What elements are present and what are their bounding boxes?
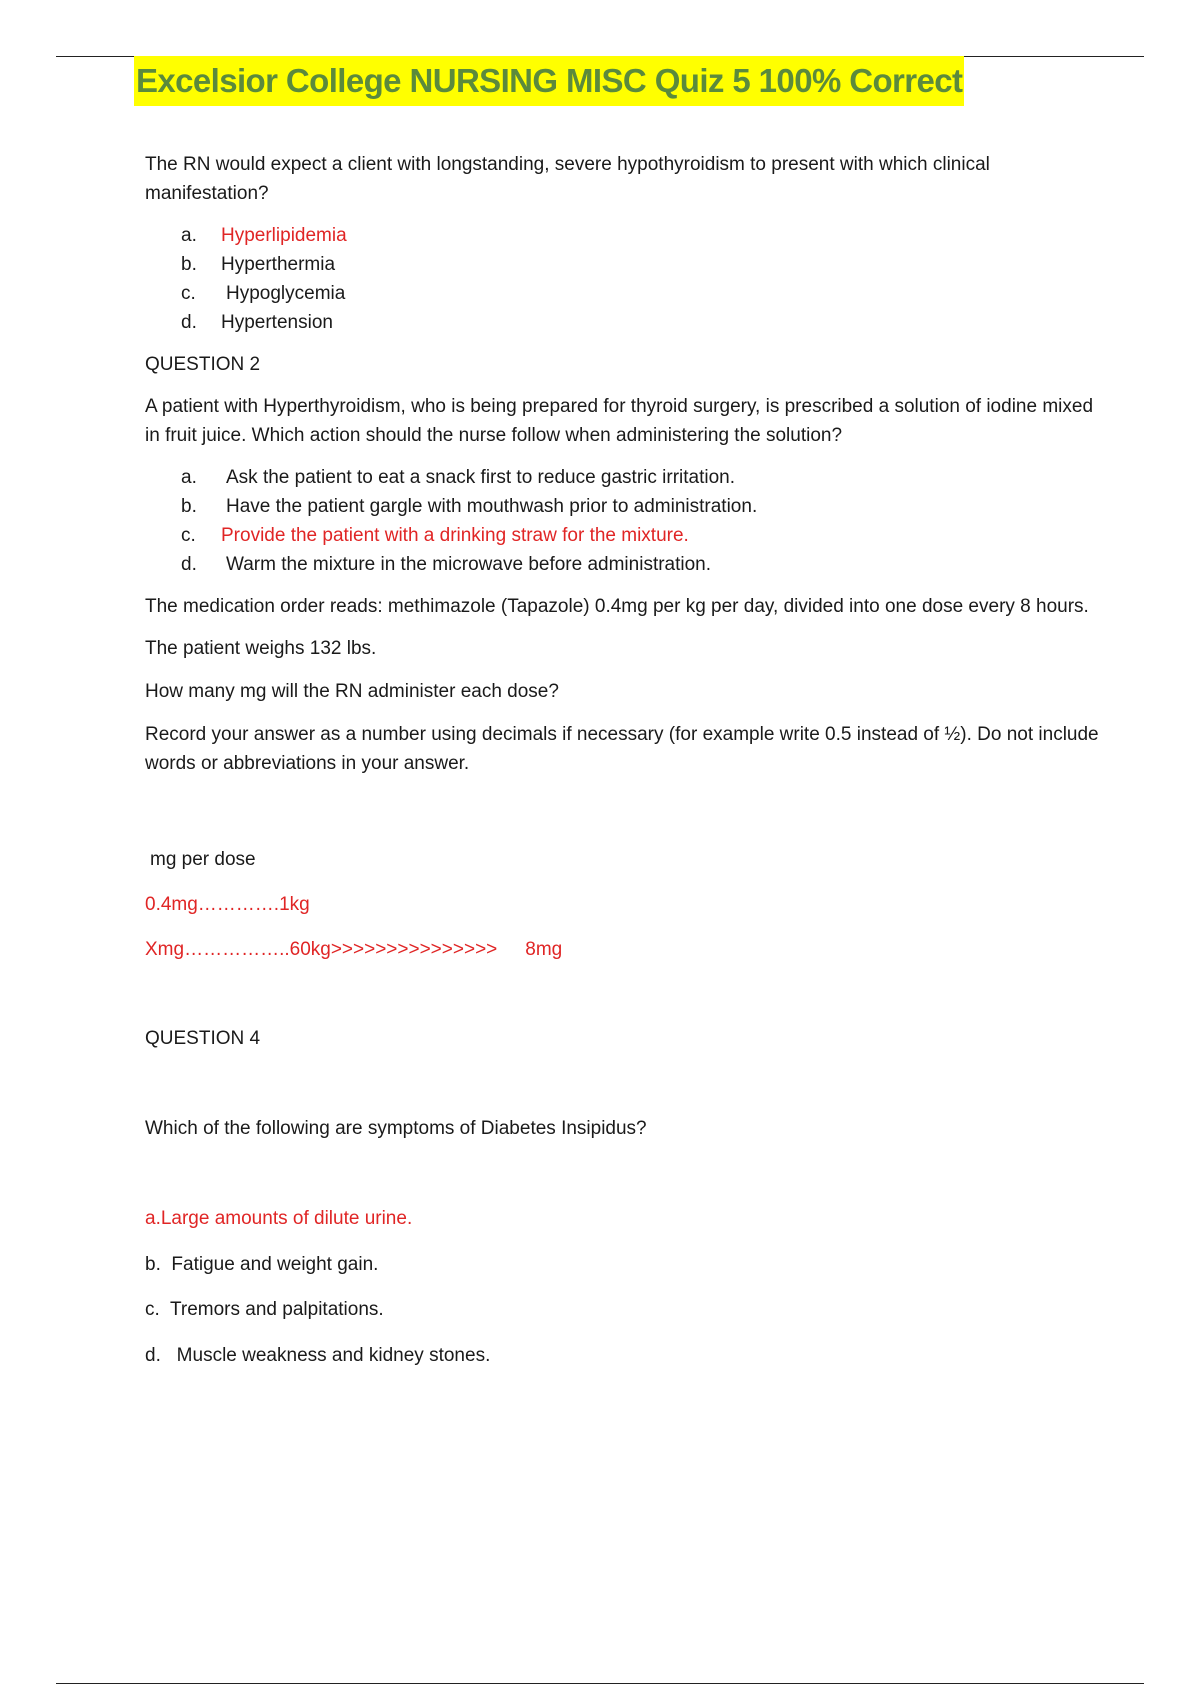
q4-option-b: b. Fatigue and weight gain. [145,1254,379,1275]
q3-instructions: Record your answer as a number using decimals if necessary (for example write 0.5 instead of ½). Do not include words or abbreviations in your answer. [145,724,1099,774]
q3-weight-text: The patient weighs 132 lbs. [145,638,377,659]
q1-text: The RN would expect a client with longstanding, severe hypothyroidism to present with which clinical manifestation? [145,154,990,204]
document-body [145,150,1105,1370]
q3-work-answer: 8mg [525,939,563,960]
q3-work-line-1: 0.4mg………….1kg [145,894,310,915]
q2-option-a [145,463,1105,492]
q2-option-text: Have the patient gargle with mouthwash prior to administration. [226,496,758,517]
q2-heading: QUESTION 2 [145,354,261,375]
q1-option-letter: c. [181,283,196,304]
q2-option-letter: b. [181,496,197,517]
bottom-rule [56,1683,1144,1684]
q3-work-line-2-left: Xmg……………..60kg>>>>>>>>>>>>>>> [145,939,498,960]
document-title: Excelsior College NURSING MISC Quiz 5 100% Correct [134,56,964,106]
q1-option-text: Hyperthermia [221,254,336,275]
q2-option-d [145,550,1105,579]
q1-option-a [145,221,1105,250]
q1-option-letter: a. [181,225,197,246]
q2-text: A patient with Hyperthyroidism, who is being prepared for thyroid surgery, is prescribed a solution of iodine mixed in fruit juice. Which action should the nurse follow when administering the solution? [145,396,1094,446]
q4-option-c: c. Tremors and palpitations. [145,1299,384,1320]
q1-option-b [145,250,1105,279]
q4-heading: QUESTION 4 [145,1028,261,1049]
q2-option-b [145,492,1105,521]
q2-option-text: Ask the patient to eat a snack first to reduce gastric irritation. [226,467,736,488]
q3-question-text: How many mg will the RN administer each dose? [145,681,559,702]
q1-option-text: Hypoglycemia [226,283,346,304]
q3-work-line-2 [145,935,1105,964]
q2-option-letter: c. [181,525,196,546]
q1-option-text: Hyperlipidemia [221,225,347,246]
q4-option-a: a.Large amounts of dilute urine. [145,1208,413,1229]
q2-option-letter: d. [181,554,197,575]
q1-option-text: Hypertension [221,312,333,333]
q2-option-text: Warm the mixture in the microwave before administration. [226,554,712,575]
q3-order-text: The medication order reads: methimazole (Tapazole) 0.4mg per kg per day, divided into one dose every 8 hours. [145,596,1089,617]
q1-option-letter: b. [181,254,197,275]
q1-option-d [145,308,1105,337]
q2-option-c [145,521,1105,550]
q1-option-c [145,279,1105,308]
q1-option-letter: d. [181,312,197,333]
q4-text: Which of the following are symptoms of Diabetes Insipidus? [145,1118,647,1139]
q2-option-letter: a. [181,467,197,488]
q2-option-text: Provide the patient with a drinking straw for the mixture. [221,525,689,546]
q4-option-d: d. Muscle weakness and kidney stones. [145,1345,491,1366]
q3-unit-label: mg per dose [150,849,256,870]
